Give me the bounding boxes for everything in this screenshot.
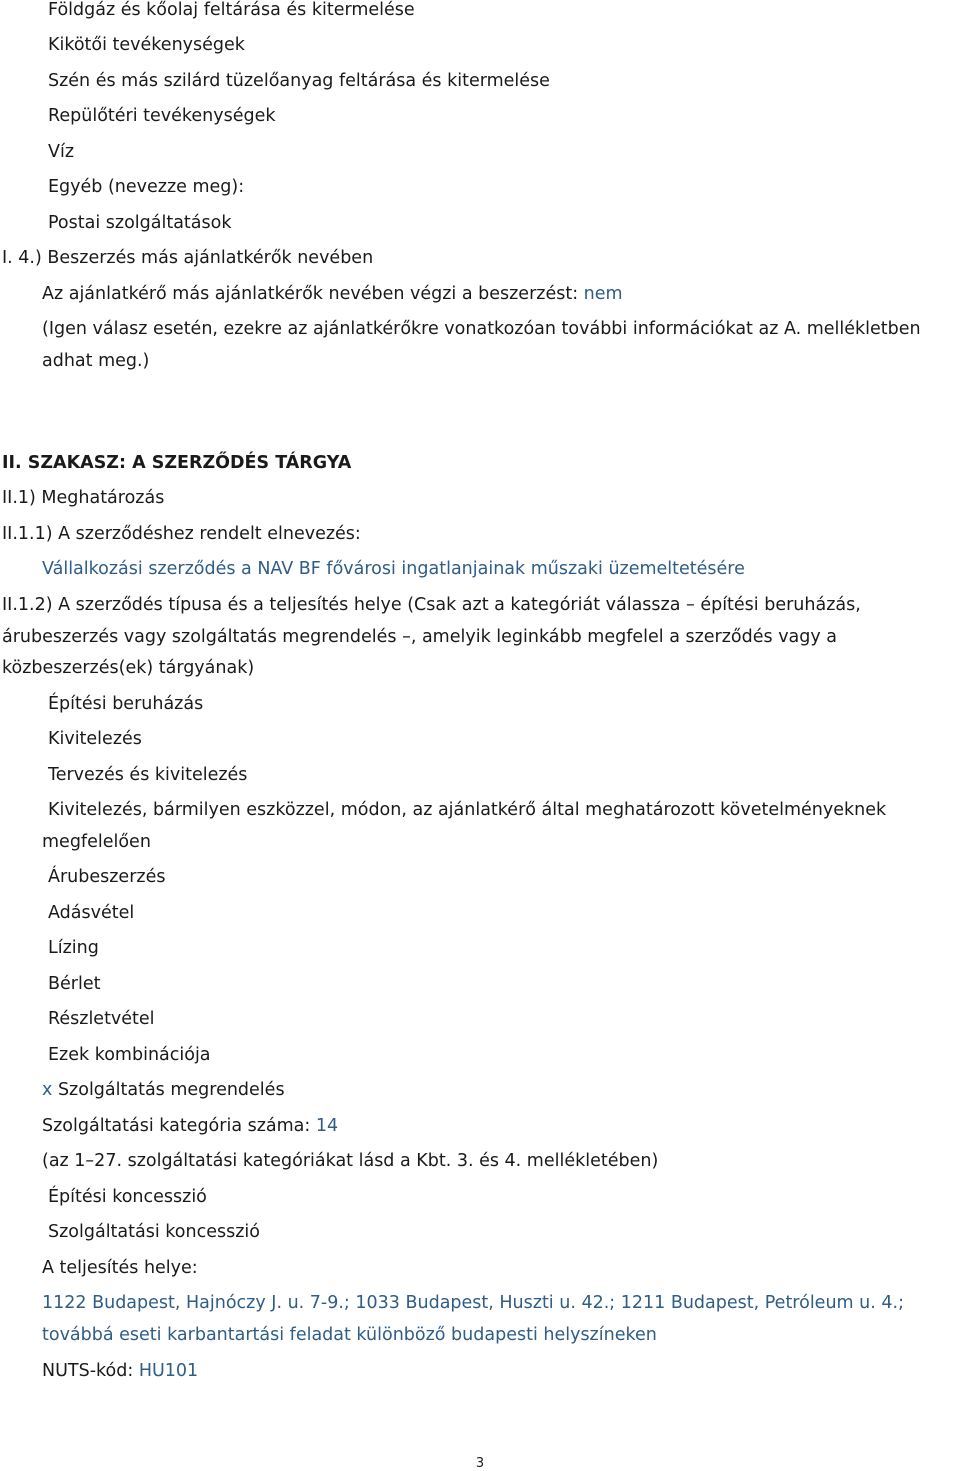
procurement-question [42, 282, 623, 306]
item-heading: közbeszerzés(ek) tárgyának) [2, 658, 255, 678]
option-label: Szolgáltatás megrendelés [57, 1080, 285, 1100]
place-value: 1122 Budapest, Hajnóczy J. u. 7-9.; 1033 Budapest, Huszti u. 42.; 1211 Budapest, Petróleum u. 4.; [42, 1293, 904, 1313]
nuts-value: HU101 [138, 1361, 199, 1381]
answer-value: nem [583, 284, 623, 304]
procurement-note: adhat meg.) [42, 351, 150, 371]
item-heading: II.1.1) A szerződéshez rendelt elnevezés: [2, 524, 361, 544]
contract-type-option: Építési koncesszió [48, 1187, 207, 1207]
contract-type-option: megfelelően [42, 832, 151, 852]
item-heading: II.1.2) A szerződés típusa és a teljesítés helye (Csak azt a kategóriát válassza – építési beruházás, [2, 595, 861, 615]
section-heading-I4: I. 4.) Beszerzés más ajánlatkérők nevében [2, 248, 374, 268]
sector-item: Kikötői tevékenységek [48, 35, 245, 55]
sector-item: Repülőtéri tevékenységek [48, 106, 276, 126]
contract-type-option: Kivitelezés, bármilyen eszközzel, módon, az ajánlatkérő által meghatározott követelményeknek [48, 800, 887, 820]
sector-item: Egyéb (nevezze meg): [48, 177, 245, 197]
sector-item: Víz [48, 142, 75, 162]
item-heading: árubeszerzés vagy szolgáltatás megrendelés –, amelyik leginkább megfelel a szerződés vagy a [2, 627, 838, 647]
service-category [42, 1114, 338, 1138]
place-value: továbbá eseti karbantartási feladat különböző budapesti helyszíneken [42, 1325, 657, 1345]
contract-type-option: Kivitelezés [48, 729, 142, 749]
contract-type-option-selected [42, 1078, 285, 1102]
nuts-label: NUTS-kód: [42, 1361, 134, 1381]
category-note: (az 1–27. szolgáltatási kategóriákat lásd a Kbt. 3. és 4. mellékletében) [42, 1151, 659, 1171]
contract-type-option: Bérlet [48, 974, 101, 994]
contract-type-option: Lízing [48, 938, 99, 958]
contract-name-value: Vállalkozási szerződés a NAV BF fővárosi ingatlanjainak műszaki üzemeltetésére [42, 559, 745, 579]
contract-type-option: Részletvétel [48, 1009, 155, 1029]
sector-item: Postai szolgáltatások [48, 213, 232, 233]
question-text: Az ajánlatkérő más ajánlatkérők nevében végzi a beszerzést: [42, 284, 579, 304]
category-label: Szolgáltatási kategória száma: [42, 1116, 311, 1136]
selected-mark: x [42, 1080, 53, 1100]
contract-type-option: Adásvétel [48, 903, 135, 923]
sector-item: Földgáz és kőolaj feltárása és kitermelése [48, 0, 415, 20]
page-number: 3 [475, 1456, 485, 1471]
procurement-note: (Igen válasz esetén, ezekre az ajánlatkérőkre vonatkozóan további információkat az A. mellékletben [42, 319, 921, 339]
section-title-II: II. SZAKASZ: A SZERZŐDÉS TÁRGYA [2, 453, 352, 473]
sector-item: Szén és más szilárd tüzelőanyag feltárása és kitermelése [48, 71, 550, 91]
category-value: 14 [315, 1116, 339, 1136]
contract-type-option: Szolgáltatási koncesszió [48, 1222, 260, 1242]
nuts-code [42, 1359, 198, 1383]
contract-type-option: Ezek kombinációja [48, 1045, 211, 1065]
contract-type-option: Építési beruházás [48, 694, 204, 714]
place-label: A teljesítés helye: [42, 1258, 198, 1278]
contract-type-option: Árubeszerzés [48, 867, 166, 887]
contract-type-option: Tervezés és kivitelezés [48, 765, 248, 785]
subsection-heading: II.1) Meghatározás [2, 488, 165, 508]
